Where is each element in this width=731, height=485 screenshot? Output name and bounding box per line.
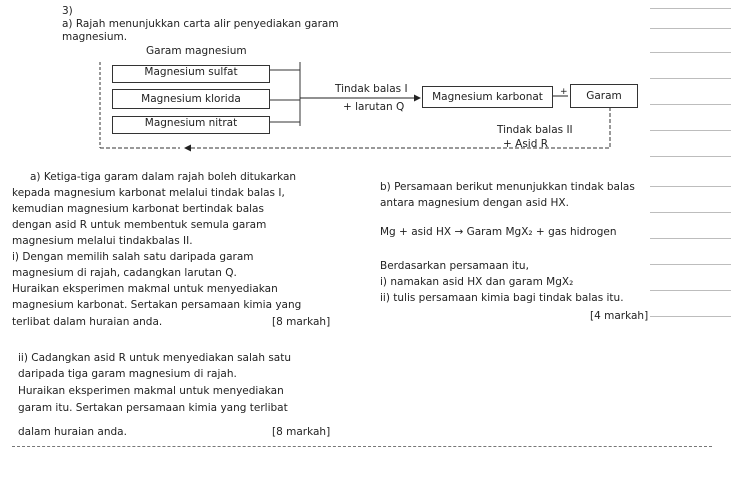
reaction-1-label: Tindak balas I	[335, 83, 408, 95]
reaction-2-label: Tindak balas II	[497, 124, 573, 136]
text-line: kepada magnesium karbonat melalui tindak balas I,	[12, 187, 285, 199]
text-line: Huraikan eksperimen makmal untuk menyediakan	[12, 283, 278, 295]
salt-label: Magnesium sulfat	[144, 66, 238, 78]
text-line: i) namakan asid HX dan garam MgX₂	[380, 276, 574, 288]
bottom-dashed-line	[12, 446, 712, 447]
intro-line: magnesium.	[62, 31, 128, 43]
text-line: Huraikan eksperimen makmal untuk menyediakan	[18, 385, 284, 397]
salt-box-sulfat	[112, 65, 270, 83]
question-number: 3)	[62, 5, 73, 17]
text-line: i) Dengan memilih salah satu daripada garam	[12, 251, 254, 263]
marks-label: [8 markah]	[272, 426, 331, 438]
reaction-1-reagent: + larutan Q	[343, 101, 405, 113]
plus-sign: +	[560, 87, 568, 97]
intro-line: a) Rajah menunjukkan carta alir penyediakan garam	[62, 18, 339, 30]
text-line: dalam huraian anda.	[18, 426, 127, 438]
text-line: Berdasarkan persamaan itu,	[380, 260, 529, 272]
notebook-rule	[650, 264, 731, 265]
text-line: magnesium di rajah, cadangkan larutan Q.	[12, 267, 237, 279]
carbonate-label: Magnesium karbonat	[432, 91, 543, 103]
text-line: ii) Cadangkan asid R untuk menyediakan salah satu	[18, 352, 292, 364]
carbonate-box	[422, 86, 553, 108]
text-line: b) Persamaan berikut menunjukkan tindak balas	[380, 181, 635, 193]
notebook-rule	[650, 238, 731, 239]
notebook-rule	[650, 316, 731, 317]
salt-label: Magnesium nitrat	[144, 117, 238, 129]
text-line: antara magnesium dengan asid HX.	[380, 197, 569, 209]
notebook-rule	[650, 186, 731, 187]
equation: Mg + asid HX → Garam MgX₂ + gas hidrogen	[380, 226, 617, 238]
marks-label: [4 markah]	[590, 310, 649, 322]
reaction-2-reagent: + Asid R	[503, 138, 549, 150]
text-line: magnesium melalui tindakbalas II.	[12, 235, 193, 247]
text-line: garam itu. Sertakan persamaan kimia yang terlibat	[18, 402, 288, 414]
text-line: magnesium karbonat. Sertakan persamaan kimia yang	[12, 299, 302, 311]
marks-label: [8 markah]	[272, 316, 331, 328]
product-label: Garam	[586, 90, 622, 102]
diagram-group-label: Garam magnesium	[146, 45, 247, 57]
text-line: a) Ketiga-tiga garam dalam rajah boleh ditukarkan	[30, 171, 297, 183]
salt-box-klorida	[112, 89, 270, 109]
notebook-rule	[650, 290, 731, 291]
salt-label: Magnesium klorida	[141, 93, 241, 105]
text-line: ii) tulis persamaan kimia bagi tindak balas itu.	[380, 292, 624, 304]
flowchart-connectors	[0, 0, 731, 160]
text-line: terlibat dalam huraian anda.	[12, 316, 163, 328]
text-line: kemudian magnesium karbonat bertindak balas	[12, 203, 264, 215]
salt-box-nitrat	[112, 116, 270, 134]
notebook-rule	[650, 212, 731, 213]
product-box	[570, 84, 638, 108]
text-line: daripada tiga garam magnesium di rajah.	[18, 368, 237, 380]
text-line: dengan asid R untuk membentuk semula garam	[12, 219, 267, 231]
